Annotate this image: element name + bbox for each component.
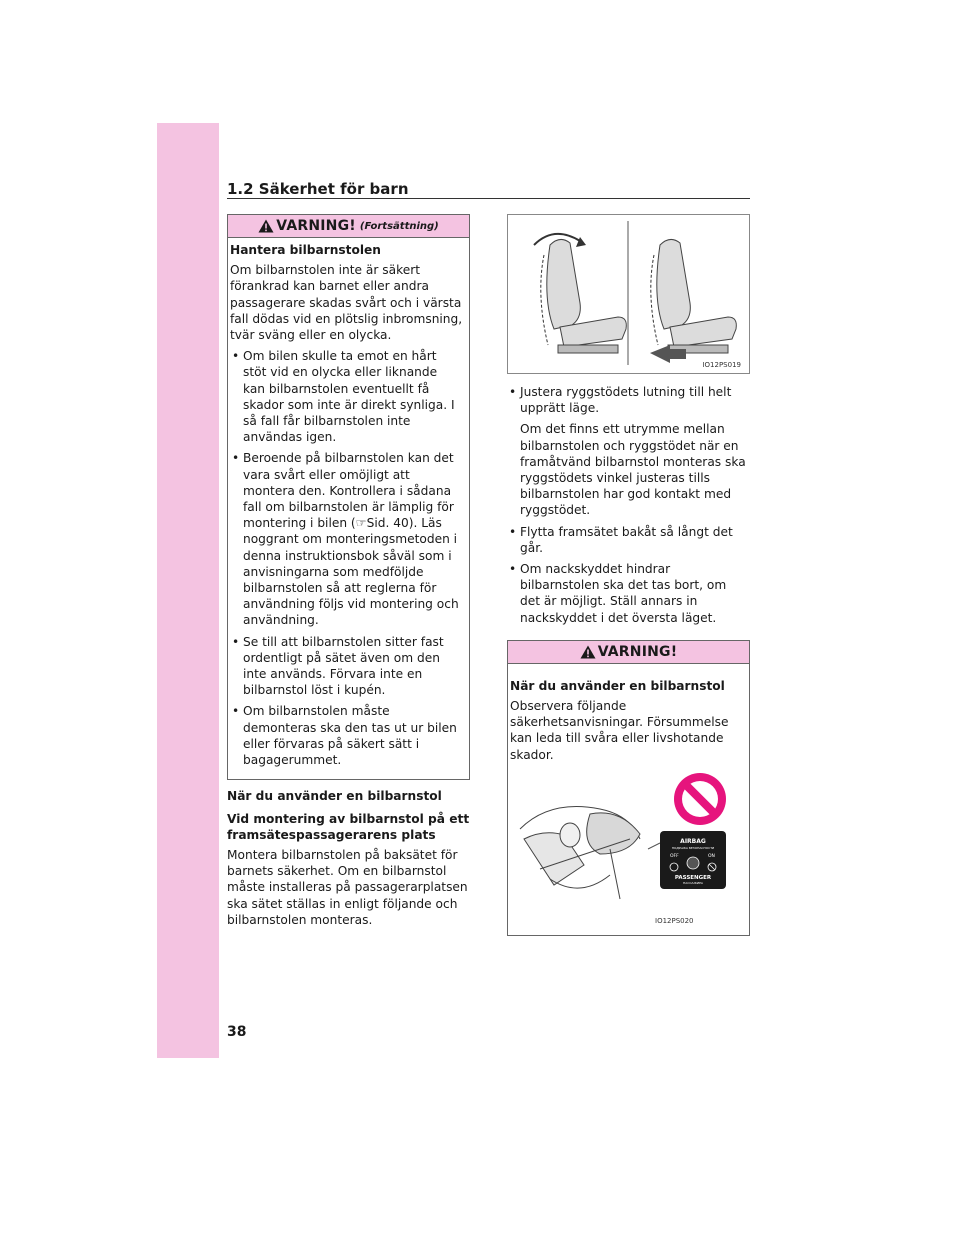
main-body: Montera bilbarnstolen på baksätet för barnets säkerhet. Om en bilbarnstol måste installeras på passagerarplatsen ska sätet ställas in enligt följande och bilbarnstolen monteras. — [227, 847, 468, 927]
header-rule — [227, 198, 750, 199]
warning-label: VARNING! — [597, 643, 678, 660]
list-item — [507, 384, 750, 519]
panel-bottom-label: PASSENGER — [674, 874, 712, 881]
warning-text: Observera följande säkerhetsanvisningar. Försummelse kan leda till svåra eller livshotande skador. — [510, 699, 729, 762]
page-sidebar-tab — [157, 123, 219, 1058]
seat-illustration — [508, 215, 749, 373]
adjustment-steps — [507, 384, 750, 626]
list-item: • Se till att bilbarnstolen sitter fast ordentligt på sätet även om den inte används. Förvara inte en bilbarnstol löst i kupén. — [230, 634, 463, 699]
panel-on-label: ON — [708, 853, 715, 859]
warning-heading: När du använder en bilbarnstol — [510, 678, 725, 693]
section-title: 1.2 Säkerhet för barn — [227, 180, 409, 198]
airbag-figure — [510, 769, 751, 929]
main-text — [227, 788, 470, 928]
warning-intro: Om bilbarnstolen inte är säkert förankrad kan barnet eller andra passagerare skadas svårt och i värsta fall dödas vid en plötslig inbromsning, tvär sväng eller en olycka. — [230, 263, 463, 343]
warning-triangle-icon — [580, 645, 596, 659]
page-number: 38 — [227, 1024, 247, 1040]
seat-adjustment-figure — [507, 214, 750, 374]
list-item: • Om bilen skulle ta emot en hårt stöt vid en olycka eller liknande kan bilbarnstolen eventuellt få skador som inte är direkt synliga. I så fall får bilbarnstolen inte användas igen. — [230, 348, 463, 445]
subheading-using-seat: När du använder en bilbarnstol — [227, 789, 442, 804]
warning-box-continued — [227, 214, 470, 780]
warning-label: VARNING! — [276, 218, 356, 234]
warning-heading: Hantera bilbarnstolen — [230, 243, 381, 257]
step-note: Om det finns ett utrymme mellan bilbarnstolen och ryggstödet när en framåtvänd bilbarnstol monteras ska ryggstödets vinkel justeras tills bilbarnstolen har god kontakt med ryggstödet. — [520, 422, 746, 518]
panel-off-label: OFF — [670, 853, 679, 859]
airbag-illustration — [510, 769, 745, 919]
figure-code: IO12PS019 — [702, 361, 741, 369]
right-text — [507, 384, 750, 936]
panel-top-label: AIRBAG — [680, 837, 706, 845]
step-text: Om nackskyddet hindrar bilbarnstolen ska det tas bort, om det är möjligt. Ställ annars in nackskyddet i det översta läget. — [520, 562, 727, 625]
warning-body — [508, 664, 749, 935]
warning-box — [507, 640, 750, 936]
warning-body — [228, 238, 469, 779]
warning-bullets — [230, 348, 463, 768]
step-text: Flytta framsätet bakåt så långt det går. — [520, 524, 733, 555]
list-item: • Om bilbarnstolen måste demonteras ska den tas ut ur bilen eller förvaras på säkert sätt i bagagerummet. — [230, 703, 463, 768]
list-item: • Beroende på bilbarnstolen kan det vara svårt eller omöjligt att montera den. Kontrollera i sådana fall om bilbarnstolen är lämplig för montering i bilen (☞Sid. 40). Läs noggrant om monteringsmetoden i denna instruktionsbok såväl som i anvisningarna som medföljde bilbarnstolen så att reglerna för användning följs vid montering och användning. — [230, 450, 463, 628]
right-column — [507, 214, 750, 936]
warning-header — [228, 215, 469, 238]
warning-continuation: (Fortsättning) — [359, 220, 439, 232]
step-text: Justera ryggstödets lutning till helt upprätt läge. — [520, 385, 732, 416]
figure-code: IO12PS020 — [655, 916, 694, 925]
panel-top-sublabel: ПОДУШКА БЕЗОПАСНОСТИ — [671, 845, 715, 850]
panel-bottom-sublabel: ПАССАЖИРА — [683, 880, 703, 885]
warning-triangle-icon — [258, 219, 274, 233]
list-item — [507, 561, 750, 626]
list-item — [507, 524, 750, 556]
left-column — [227, 214, 470, 933]
subheading-front-seat: Vid montering av bilbarnstol på ett framsätespassagerarens plats — [227, 811, 470, 842]
warning-header — [508, 641, 749, 664]
